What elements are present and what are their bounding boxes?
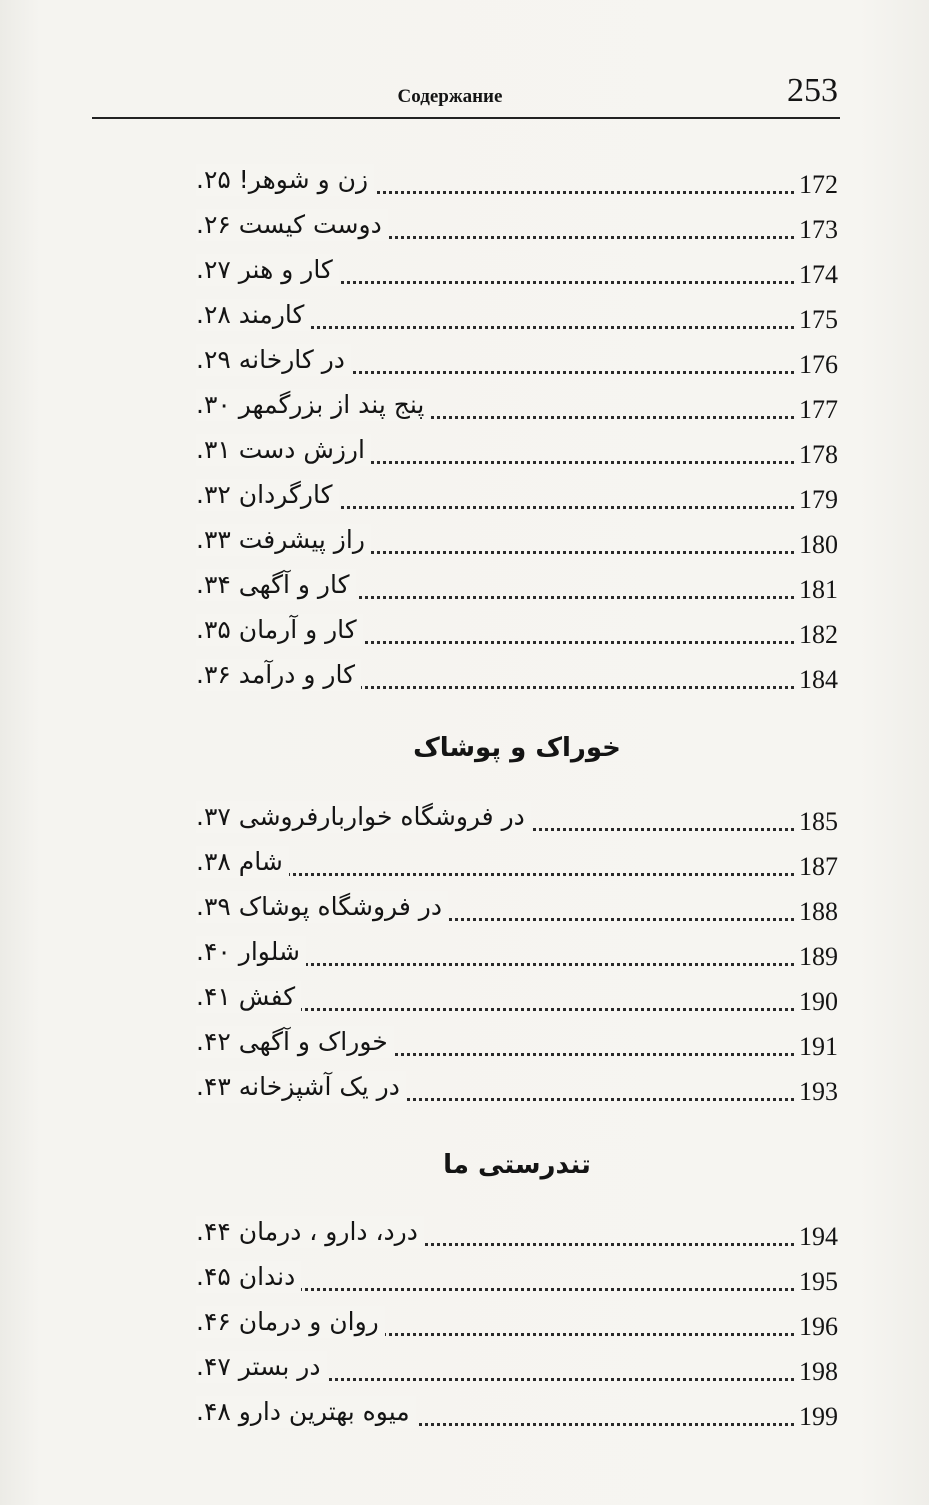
toc-entry-title: در فروشگاه خواربارفروشی ۳۷. xyxy=(196,801,531,833)
toc-entry-page: 182 xyxy=(795,620,838,650)
toc-entry xyxy=(196,797,838,837)
toc-entry-page: 184 xyxy=(795,665,838,695)
toc-entry-page: 189 xyxy=(795,942,838,972)
toc-entry-page: 174 xyxy=(795,260,838,290)
toc-entry xyxy=(196,1347,838,1387)
toc-entry-title: کفش ۴۱. xyxy=(196,981,301,1013)
toc-entry xyxy=(196,1067,838,1107)
section-heading: خوراک و پوشاک xyxy=(413,733,621,763)
toc-entry xyxy=(196,160,838,200)
toc-entry-title: خوراک و آگهی ۴۲. xyxy=(196,1026,394,1058)
toc-entry-title: کار و آگهی ۳۴. xyxy=(196,569,356,601)
toc-entry-page: 181 xyxy=(795,575,838,605)
toc-entry xyxy=(196,565,838,605)
toc-entry xyxy=(196,1392,838,1432)
toc-entry xyxy=(196,932,838,972)
toc-entry xyxy=(196,205,838,245)
toc-entry xyxy=(196,887,838,927)
toc-entry xyxy=(196,977,838,1017)
toc-entry xyxy=(196,610,838,650)
toc-entry-title: روان و درمان ۴۶. xyxy=(196,1306,385,1338)
toc-entry-page: 176 xyxy=(795,350,838,380)
toc-entry-title: راز پیشرفت ۳۳. xyxy=(196,524,371,556)
toc-entry xyxy=(196,430,838,470)
toc-entry-title: کارگردان ۳۲. xyxy=(196,479,339,511)
toc-entry-title: شام ۳۸. xyxy=(196,846,289,878)
toc-entry-page: 173 xyxy=(795,215,838,245)
toc-entry-page: 193 xyxy=(795,1077,838,1107)
toc-entry-title: پنج پند از بزرگمهر ۳۰. xyxy=(196,389,430,421)
toc-entry-title: شلوار ۴۰. xyxy=(196,936,306,968)
toc-entry xyxy=(196,1212,838,1252)
toc-entry-title: میوه بهترین دارو ۴۸. xyxy=(196,1396,416,1428)
toc-entry-page: 175 xyxy=(795,305,838,335)
toc-entry-page: 195 xyxy=(795,1267,838,1297)
toc-entry-title: در یک آشپزخانه ۴۳. xyxy=(196,1071,406,1103)
toc-entry-page: 199 xyxy=(795,1402,838,1432)
toc-entry-page: 188 xyxy=(795,897,838,927)
toc-entry-page: 172 xyxy=(795,170,838,200)
toc-entry-title: زن و شوهر! ۲۵. xyxy=(196,164,374,196)
toc-entry-page: 190 xyxy=(795,987,838,1017)
toc-entry-page: 194 xyxy=(795,1222,838,1252)
toc-entry xyxy=(196,1302,838,1342)
toc-entry xyxy=(196,340,838,380)
toc-entry-title: درد، دارو ، درمان ۴۴. xyxy=(196,1216,424,1248)
toc-entry xyxy=(196,1022,838,1062)
toc-entry-title: در کارخانه ۲۹. xyxy=(196,344,351,376)
running-header-title: Содержание xyxy=(397,86,503,107)
toc-entry xyxy=(196,1257,838,1297)
toc-entry xyxy=(196,385,838,425)
running-header-page-number: 253 xyxy=(787,72,838,109)
toc-entry-page: 187 xyxy=(795,852,838,882)
toc-entry-title: کار و هنر ۲۷. xyxy=(196,254,339,286)
toc-entry-title: دوست کیست ۲۶. xyxy=(196,209,388,241)
toc-entry-title: در فروشگاه پوشاک ۳۹. xyxy=(196,891,448,923)
toc-entry-page: 185 xyxy=(795,807,838,837)
toc-entry xyxy=(196,655,838,695)
toc-entry-page: 180 xyxy=(795,530,838,560)
toc-entry xyxy=(196,295,838,335)
toc-entry-page: 196 xyxy=(795,1312,838,1342)
toc-entry xyxy=(196,520,838,560)
toc-entry-page: 191 xyxy=(795,1032,838,1062)
leader-dots xyxy=(196,873,838,876)
toc-entry-page: 178 xyxy=(795,440,838,470)
toc-entry-title: کارمند ۲۸. xyxy=(196,299,310,331)
toc-entry-page: 198 xyxy=(795,1357,838,1387)
toc-entry-page: 179 xyxy=(795,485,838,515)
toc-entry-title: ارزش دست ۳۱. xyxy=(196,434,371,466)
toc-entry-title: در بستر ۴۷. xyxy=(196,1351,327,1383)
section-heading: تندرستی ما xyxy=(443,1150,591,1180)
toc-entry-title: کار و آرمان ۳۵. xyxy=(196,614,363,646)
toc-entry xyxy=(196,842,838,882)
toc-entry-title: کار و درآمد ۳۶. xyxy=(196,659,361,691)
toc-entry-page: 177 xyxy=(795,395,838,425)
toc-entry xyxy=(196,475,838,515)
toc-entry-title: دندان ۴۵. xyxy=(196,1261,301,1293)
toc-entry xyxy=(196,250,838,290)
